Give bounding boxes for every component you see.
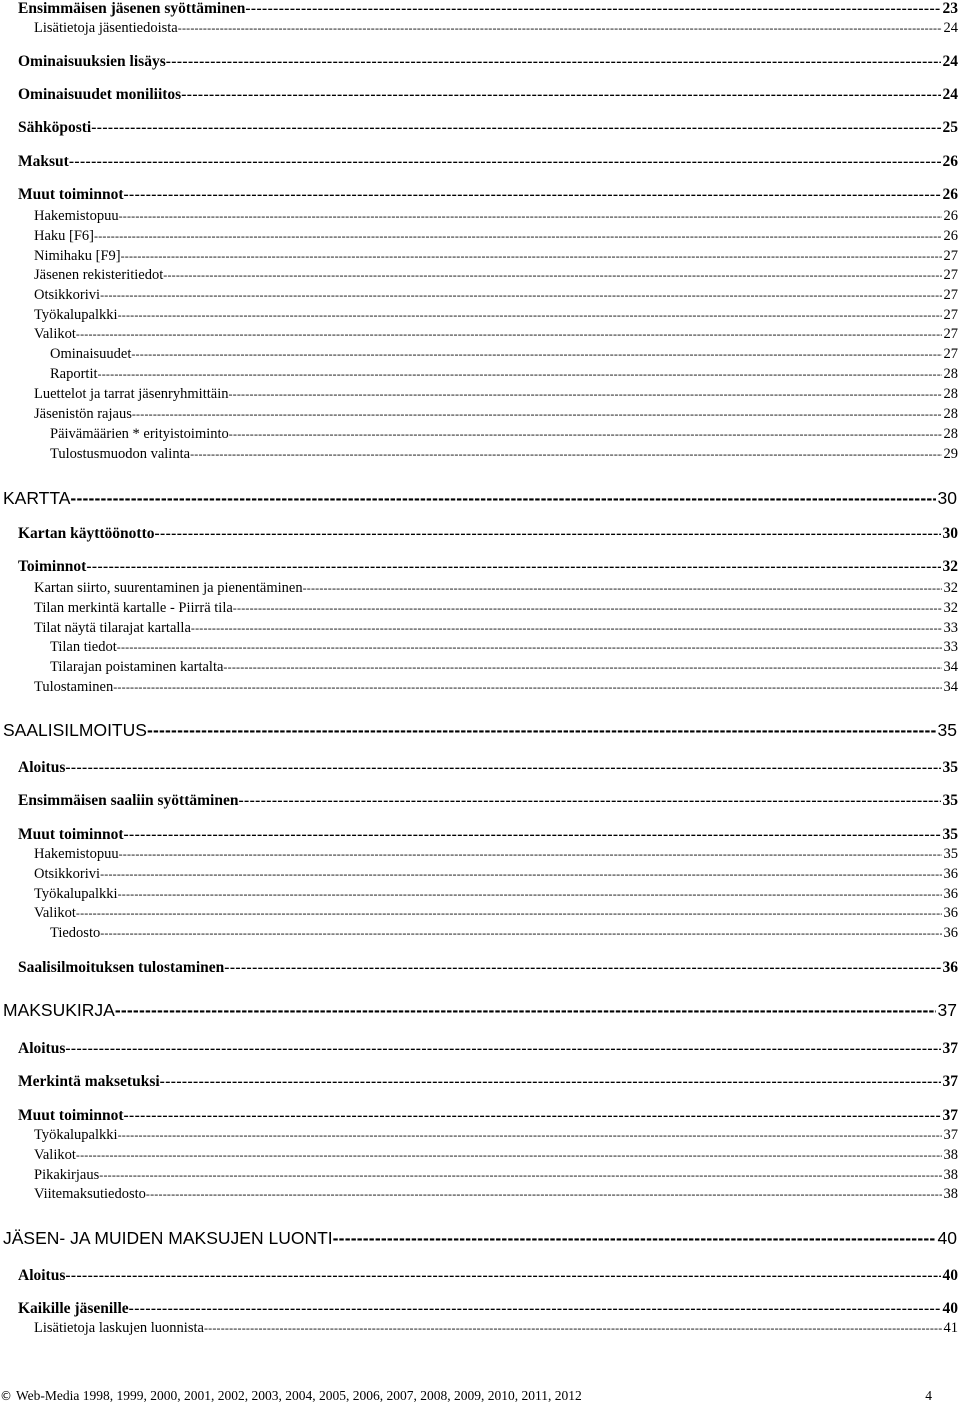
toc-entry-page: 37 xyxy=(943,1127,958,1143)
toc-entry-page: 38 xyxy=(943,1147,958,1163)
toc-leader xyxy=(76,1147,942,1164)
toc-entry-title: Aloitus xyxy=(18,1040,66,1057)
toc-leader xyxy=(69,153,941,171)
toc-entry-page: 41 xyxy=(943,1320,958,1336)
toc-entry-title: Ominaisuudet moniliitos xyxy=(18,86,182,103)
toc-leader xyxy=(118,307,942,324)
toc-leader xyxy=(76,326,942,343)
toc-entry-page: 40 xyxy=(937,1228,957,1248)
toc-leader xyxy=(98,366,942,383)
toc-entry[interactable] xyxy=(18,0,958,22)
toc-leader xyxy=(163,267,941,284)
toc-entry[interactable] xyxy=(18,1300,958,1322)
toc-entry-title: Haku [F6] xyxy=(34,228,95,244)
toc-entry-page: 35 xyxy=(942,759,958,776)
toc-entry-title: Maksut xyxy=(18,153,69,170)
toc-entry-page: 24 xyxy=(943,20,958,36)
toc-entry-page: 36 xyxy=(943,925,958,941)
toc-entry-title: Jäsenistön rajaus xyxy=(34,406,132,422)
toc-leader xyxy=(100,925,941,942)
toc-entry-title: Työkalupalkki xyxy=(34,1127,118,1143)
toc-entry-page: 24 xyxy=(942,86,958,103)
toc-entry-page: 26 xyxy=(943,208,958,224)
toc-leader xyxy=(65,1040,940,1058)
toc-entry[interactable] xyxy=(34,580,958,602)
toc-leader xyxy=(121,248,942,265)
toc-entry-title: Ensimmäisen jäsenen syöttäminen xyxy=(18,0,246,17)
toc-entry[interactable] xyxy=(3,488,957,510)
toc-entry-title: Otsikkorivi xyxy=(34,866,101,882)
toc-entry-title: Lisätietoja laskujen luonnista xyxy=(34,1320,204,1336)
toc-entry-page: 34 xyxy=(943,659,958,675)
toc-entry-page: 36 xyxy=(943,886,958,902)
toc-entry-page: 33 xyxy=(943,639,958,655)
toc-leader xyxy=(124,826,941,844)
toc-entry-page: 34 xyxy=(943,679,958,695)
toc-entry[interactable] xyxy=(34,905,958,927)
toc-leader xyxy=(117,639,942,656)
toc-entry-title: Ominaisuuksien lisäys xyxy=(18,53,166,70)
toc-entry[interactable] xyxy=(34,1186,958,1208)
toc-entry-title: Valikot xyxy=(34,326,76,342)
toc-leader xyxy=(70,488,935,509)
toc-entry-page: 37 xyxy=(942,1107,958,1124)
toc-entry[interactable] xyxy=(50,426,958,448)
toc-entry-title: Tulostusmuodon valinta xyxy=(50,446,191,462)
toc-entry[interactable] xyxy=(3,1000,957,1022)
toc-entry-page: 38 xyxy=(943,1186,958,1202)
toc-entry[interactable] xyxy=(34,287,958,309)
toc-entry-page: 27 xyxy=(943,287,958,303)
toc-leader xyxy=(119,208,942,225)
toc-entry-title: Hakemistopuu xyxy=(34,208,119,224)
toc-entry[interactable] xyxy=(50,639,958,661)
toc-entry[interactable] xyxy=(34,1147,958,1169)
toc-entry-title: Muut toiminnot xyxy=(18,186,124,203)
toc-entry[interactable] xyxy=(18,1073,958,1095)
toc-leader xyxy=(131,346,941,363)
page-footer xyxy=(0,1388,932,1404)
toc-entry[interactable] xyxy=(18,759,958,781)
toc-leader xyxy=(100,866,941,883)
toc-entry-page: 40 xyxy=(942,1267,958,1284)
toc-leader xyxy=(124,1107,941,1125)
toc-entry[interactable] xyxy=(34,1320,958,1342)
toc-leader xyxy=(86,558,940,576)
toc-entry-page: 32 xyxy=(942,558,958,575)
toc-leader xyxy=(99,1167,941,1184)
toc-entry-page: 37 xyxy=(942,1073,958,1090)
toc-entry-title: Lisätietoja jäsentiedoista xyxy=(34,20,178,36)
toc-entry-page: 37 xyxy=(942,1040,958,1057)
toc-leader xyxy=(191,620,942,637)
toc-entry[interactable] xyxy=(34,406,958,428)
toc-leader xyxy=(129,1300,941,1318)
toc-entry[interactable] xyxy=(34,1127,958,1149)
toc-entry-page: 33 xyxy=(943,620,958,636)
toc-entry-title: Kartan käyttöönotto xyxy=(18,525,155,542)
toc-entry-page: 30 xyxy=(942,525,958,542)
toc-entry-page: 27 xyxy=(943,326,958,342)
toc-entry[interactable] xyxy=(18,826,958,848)
toc-entry-title: KARTTA xyxy=(3,488,71,508)
copyright-icon: © xyxy=(0,1389,12,1403)
toc-entry-title: Päivämäärien * erityistoiminto xyxy=(50,426,229,442)
toc-entry[interactable] xyxy=(18,53,958,75)
toc-entry[interactable] xyxy=(3,720,957,742)
toc-entry-title: MAKSUKIRJA xyxy=(3,1000,115,1020)
toc-entry-page: 37 xyxy=(937,1000,957,1020)
toc-entry[interactable] xyxy=(3,1228,957,1250)
toc-leader xyxy=(113,679,941,696)
toc-entry-page: 29 xyxy=(943,446,958,462)
toc-entry[interactable] xyxy=(18,959,958,981)
toc-entry[interactable] xyxy=(18,119,958,141)
toc-entry-page: 23 xyxy=(942,0,958,17)
toc-entry[interactable] xyxy=(34,846,958,868)
toc-leader xyxy=(229,426,942,443)
toc-leader xyxy=(223,659,941,676)
toc-leader xyxy=(132,406,942,423)
toc-entry[interactable] xyxy=(18,525,958,547)
toc-entry-title: Tiedosto xyxy=(50,925,101,941)
toc-leader xyxy=(204,1320,942,1337)
toc-entry[interactable] xyxy=(18,1267,958,1289)
toc-entry[interactable] xyxy=(18,1040,958,1062)
toc-leader xyxy=(178,20,942,37)
toc-entry-page: 28 xyxy=(943,406,958,422)
toc-leader xyxy=(118,1127,942,1144)
toc-entry-title: Sähköposti xyxy=(18,119,92,136)
toc-leader xyxy=(224,959,940,977)
toc-entry-title: JÄSEN- JA MUIDEN MAKSUJEN LUONTI xyxy=(3,1228,333,1248)
toc-entry-title: Saalisilmoituksen tulostaminen xyxy=(18,959,225,976)
toc-entry[interactable] xyxy=(34,228,958,250)
page-number: 4 xyxy=(925,1388,932,1403)
toc-leader xyxy=(166,53,941,71)
toc-entry-page: 26 xyxy=(942,153,958,170)
toc-entry-page: 32 xyxy=(943,580,958,596)
toc-entry[interactable] xyxy=(18,86,958,108)
toc-entry-page: 35 xyxy=(942,792,958,809)
toc-entry-page: 40 xyxy=(942,1300,958,1317)
toc-entry-page: 28 xyxy=(943,366,958,382)
toc-entry-page: 28 xyxy=(943,386,958,402)
toc-entry[interactable] xyxy=(34,679,958,701)
toc-entry-title: Otsikkorivi xyxy=(34,287,101,303)
toc-entry[interactable] xyxy=(18,792,958,814)
toc-entry-page: 36 xyxy=(943,905,958,921)
toc-entry[interactable] xyxy=(18,558,958,580)
toc-entry-page: 32 xyxy=(943,600,958,616)
toc-leader xyxy=(115,1000,936,1021)
toc-leader xyxy=(65,1267,940,1285)
toc-entry-title: Valikot xyxy=(34,905,76,921)
toc-leader xyxy=(238,792,940,810)
toc-leader xyxy=(119,846,942,863)
toc-entry[interactable] xyxy=(34,267,958,289)
toc-leader xyxy=(147,720,936,741)
toc-leader xyxy=(100,287,941,304)
toc-entry-page: 27 xyxy=(943,346,958,362)
toc-entry[interactable] xyxy=(50,446,958,468)
toc-entry-page: 30 xyxy=(937,488,957,508)
toc-entry[interactable] xyxy=(50,346,958,368)
toc-leader xyxy=(160,1073,941,1091)
toc-entry-title: Kartan siirto, suurentaminen ja pienentäminen xyxy=(34,580,303,596)
toc-entry-page: 24 xyxy=(942,53,958,70)
toc-entry-title: Ensimmäisen saaliin syöttäminen xyxy=(18,792,239,809)
copyright xyxy=(0,1388,582,1404)
toc-entry-page: 35 xyxy=(943,846,958,862)
toc-entry[interactable] xyxy=(34,866,958,888)
toc-entry[interactable] xyxy=(50,925,958,947)
toc-entry-title: Muut toiminnot xyxy=(18,826,124,843)
toc-leader xyxy=(124,186,941,204)
toc-entry-title: Raportit xyxy=(50,366,98,382)
toc-entry-page: 25 xyxy=(942,119,958,136)
toc-leader xyxy=(303,580,942,597)
toc-leader xyxy=(333,1228,936,1249)
toc-entry-title: SAALISILMOITUS xyxy=(3,720,147,740)
toc-entry[interactable] xyxy=(34,326,958,348)
toc-entry-page: 26 xyxy=(942,186,958,203)
toc-entry[interactable] xyxy=(50,659,958,681)
toc-leader xyxy=(146,1186,942,1203)
toc-leader xyxy=(76,905,942,922)
toc-entry-title: Tilan tiedot xyxy=(50,639,117,655)
toc-entry-title: Viitemaksutiedosto xyxy=(34,1186,146,1202)
toc-leader xyxy=(228,386,941,403)
toc-leader xyxy=(118,886,942,903)
toc-leader xyxy=(181,86,940,104)
toc-entry-title: Aloitus xyxy=(18,1267,66,1284)
toc-entry-page: 27 xyxy=(943,307,958,323)
toc-entry[interactable] xyxy=(18,1107,958,1129)
toc-entry-page: 35 xyxy=(937,720,957,740)
toc-entry-page: 38 xyxy=(943,1167,958,1183)
toc-leader xyxy=(233,600,942,617)
toc-entry-title: Tilan merkintä kartalle - Piirrä tila xyxy=(34,600,233,616)
toc-entry-title: Nimihaku [F9] xyxy=(34,248,121,264)
toc-entry-title: Työkalupalkki xyxy=(34,886,118,902)
toc-entry-page: 36 xyxy=(942,959,958,976)
toc-entry-title: Valikot xyxy=(34,1147,76,1163)
toc-entry-title: Tulostaminen xyxy=(34,679,114,695)
toc-leader xyxy=(91,119,940,137)
toc-entry-title: Toiminnot xyxy=(18,558,87,575)
toc-entry[interactable] xyxy=(18,186,958,208)
toc-entry-page: 27 xyxy=(943,267,958,283)
toc-entry[interactable] xyxy=(34,208,958,230)
toc-entry-title: Tilarajan poistaminen kartalta xyxy=(50,659,224,675)
toc-entry-page: 27 xyxy=(943,248,958,264)
toc-entry-page: 35 xyxy=(942,826,958,843)
toc-entry-title: Hakemistopuu xyxy=(34,846,119,862)
toc-entry-title: Ominaisuudet xyxy=(50,346,132,362)
toc-entry-title: Muut toiminnot xyxy=(18,1107,124,1124)
toc-entry[interactable] xyxy=(34,600,958,622)
toc-leader xyxy=(190,446,941,463)
toc-entry[interactable] xyxy=(18,153,958,175)
toc-entry-page: 28 xyxy=(943,426,958,442)
toc-entry-title: Luettelot ja tarrat jäsenryhmittäin xyxy=(34,386,229,402)
toc-entry-title: Merkintä maksetuksi xyxy=(18,1073,160,1090)
toc-entry-page: 36 xyxy=(943,866,958,882)
toc-entry-title: Aloitus xyxy=(18,759,66,776)
toc-entry-title: Pikakirjaus xyxy=(34,1167,100,1183)
toc-entry-title: Tilat näytä tilarajat kartalla xyxy=(34,620,191,636)
copyright-text: Web-Media 1998, 1999, 2000, 2001, 2002, 2003, 2004, 2005, 2006, 2007, 2008, 2009, 2010, 2011, 2012 xyxy=(16,1388,582,1403)
toc-entry[interactable] xyxy=(34,386,958,408)
toc-entry[interactable] xyxy=(34,20,958,42)
toc-entry-page: 26 xyxy=(943,228,958,244)
toc-leader xyxy=(94,228,941,245)
toc-leader xyxy=(65,759,940,777)
toc-leader xyxy=(154,525,940,543)
toc-entry[interactable] xyxy=(50,366,958,388)
toc-entry-title: Jäsenen rekisteritiedot xyxy=(34,267,164,283)
toc-leader xyxy=(245,0,940,18)
toc-entry-title: Työkalupalkki xyxy=(34,307,118,323)
toc-entry-title: Kaikille jäsenille xyxy=(18,1300,129,1317)
